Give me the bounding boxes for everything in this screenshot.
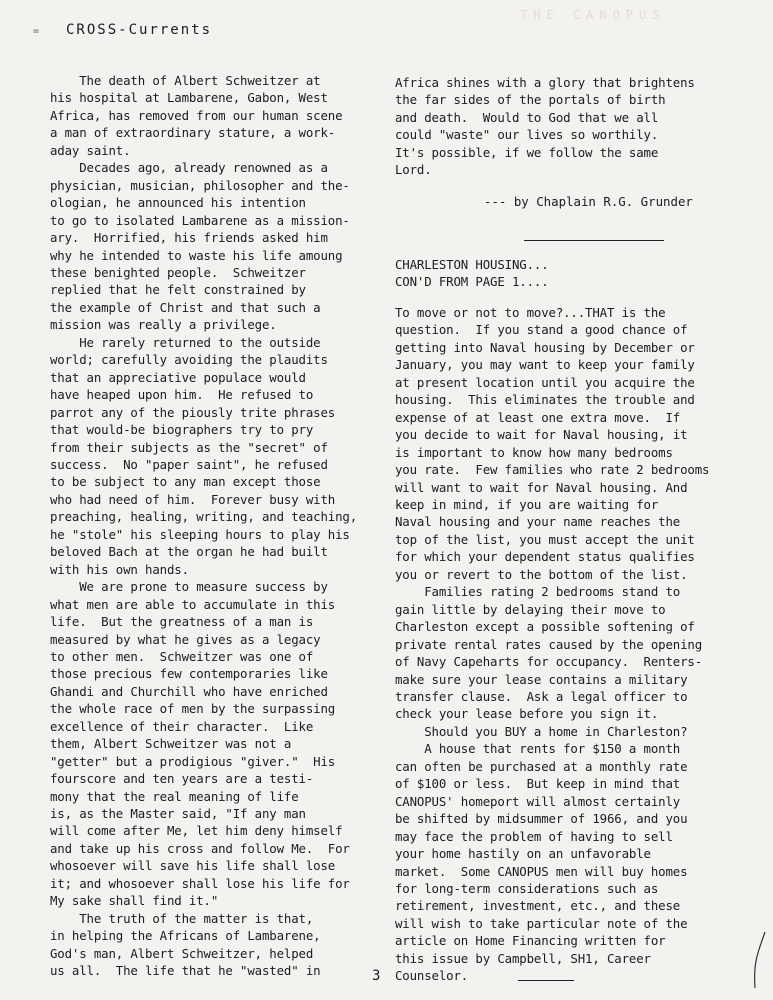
article-text-line: life. But the greatness of a man is	[50, 614, 314, 630]
article-text-line: us all. The life that he "wasted" in	[50, 963, 321, 979]
column-heading: CROSS-Currents	[66, 22, 213, 38]
article-text-line: whosoever will save his life shall lose	[50, 858, 336, 874]
article-text-line: It's possible, if we follow the same	[395, 144, 659, 160]
article-text-line: January, you may want to keep your family	[395, 357, 695, 373]
article-text-line: will want to wait for Naval housing. And	[395, 479, 688, 495]
article-text-line: to be subject to any man except those	[50, 474, 321, 490]
article-text-line: Africa shines with a glory that brightens	[395, 75, 695, 90]
housing-article-body	[395, 304, 755, 985]
article-text-line: to go to isolated Lambarene as a mission-	[50, 212, 350, 228]
article-text-line: question. If you stand a good chance of	[395, 322, 688, 338]
article-text-line: of $100 or less. But keep in mind that	[395, 776, 681, 792]
schweitzer-article-column	[50, 72, 380, 980]
article-text-line: Ghandi and Churchill who have enriched	[50, 683, 328, 699]
article-text-line: measured by what he gives as a legacy	[50, 631, 321, 647]
article-text-line: may face the problem of having to sell	[395, 828, 673, 844]
article-text-line: He rarely returned to the outside	[50, 334, 321, 350]
article-text-line: success. No "paper saint", he refused	[50, 456, 328, 472]
article-text-line: mission was really a privilege.	[50, 317, 277, 333]
article-text-line: is important to know how many bedrooms	[395, 444, 673, 460]
article-text-line: The death of Albert Schweitzer at	[50, 73, 321, 88]
article-text-line: have heaped upon him. He refused to	[50, 387, 314, 403]
article-text-line: world; carefully avoiding the plaudits	[50, 352, 328, 368]
article-text-line: mony that the real meaning of life	[50, 788, 299, 804]
article-text-line: Decades ago, already renowned as a	[50, 160, 328, 176]
article-text-line: aday saint.	[50, 142, 131, 158]
article-text-line: will wish to take particular note of the	[395, 915, 688, 931]
article-text-line: gain little by delaying their move to	[395, 601, 666, 617]
article-text-line: the far sides of the portals of birth	[395, 92, 666, 108]
article-text-line: of Navy Capeharts for occupancy. Renters-	[395, 654, 703, 670]
article-text-line: that an appreciative populace would	[50, 369, 306, 385]
article-text-line: will come after Me, let him deny himself	[50, 823, 343, 839]
article-text-line: you rate. Few families who rate 2 bedrooms	[395, 462, 710, 478]
article-text-line: and take up his cross and follow Me. For	[50, 840, 350, 856]
article-text-line: be shifted by midsummer of 1966, and you	[395, 811, 688, 827]
article-text-line: with his own hands.	[50, 561, 189, 577]
end-divider	[518, 980, 574, 981]
article-text-line: getting into Naval housing by December or	[395, 339, 695, 355]
article-text-line: those precious few contemporaries like	[50, 666, 328, 682]
article-text-line: your home hastily on an unfavorable	[395, 846, 651, 862]
housing-article-heading	[395, 256, 755, 291]
article-text-line: beloved Bach at the organ he had built	[50, 544, 328, 560]
article-text-line: from their subjects as the "secret" of	[50, 439, 328, 455]
article-text-line: Africa, has removed from our human scene	[50, 107, 343, 123]
article-text-line: in helping the Africans of Lambarene,	[50, 928, 321, 944]
article-text-line: housing. This eliminates the trouble and	[395, 392, 695, 408]
article-text-line: his hospital at Lambarene, Gabon, West	[50, 90, 328, 106]
article-text-line: My sake shall find it."	[50, 893, 219, 909]
article-text-line: the example of Christ and that such a	[50, 299, 321, 315]
article-text-line: preaching, healing, writing, and teaching,	[50, 509, 358, 525]
article-text-line: Lord.	[395, 162, 432, 178]
article-text-line: Counselor.	[395, 968, 469, 984]
article-text-line: and death. Would to God that we all	[395, 109, 659, 125]
page-corner-curl	[749, 930, 769, 990]
article-text-line: these benighted people. Schweitzer	[50, 264, 306, 280]
article-text-line: a man of extraordinary stature, a work-	[50, 125, 336, 141]
bleed-through-title: THE CANOPUS	[520, 8, 666, 22]
article-text-line: expense of at least one extra move. If	[395, 409, 681, 425]
article-text-line: To move or not to move?...THAT is the	[395, 305, 666, 320]
housing-heading-line: CON'D FROM PAGE 1....	[395, 274, 549, 290]
article-text-line: make sure your lease contains a military	[395, 671, 688, 687]
article-text-line: God's man, Albert Schweitzer, helped	[50, 945, 314, 961]
schweitzer-article-continuation	[395, 74, 755, 179]
article-text-line: he "stole" his sleeping hours to play his	[50, 526, 350, 542]
article-text-line: fourscore and ten years are a testi-	[50, 771, 314, 787]
page-number: 3	[372, 968, 381, 984]
article-text-line: Charleston except a possible softening of	[395, 619, 695, 635]
article-text-line: parrot any of the piously trite phrases	[50, 404, 336, 420]
article-text-line: A house that rents for $150 a month	[395, 741, 681, 757]
article-text-line: Naval housing and your name reaches the	[395, 514, 681, 530]
article-text-line: that would-be biographers try to pry	[50, 422, 314, 438]
article-text-line: transfer clause. Ask a legal officer to	[395, 688, 688, 704]
article-text-line: ary. Horrified, his friends asked him	[50, 230, 328, 246]
article-text-line: "getter" but a prodigious "giver." His	[50, 753, 336, 769]
article-text-line: them, Albert Schweitzer was not a	[50, 736, 292, 752]
article-text-line: Should you BUY a home in Charleston?	[395, 723, 688, 739]
article-text-line: at present location until you acquire the	[395, 374, 695, 390]
article-text-line: it; and whosoever shall lose his life for	[50, 875, 350, 891]
article-byline: --- by Chaplain R.G. Grunder	[484, 194, 693, 209]
article-text-line: top of the list, you must accept the unit	[395, 531, 695, 547]
article-text-line: replied that he felt constrained by	[50, 282, 306, 298]
article-text-line: ologian, he announced his intention	[50, 195, 306, 211]
article-text-line: can often be purchased at a monthly rate	[395, 758, 688, 774]
article-text-line: market. Some CANOPUS men will buy homes	[395, 863, 688, 879]
article-text-line: private rental rates caused by the opening	[395, 636, 703, 652]
article-text-line: what men are able to accumulate in this	[50, 596, 336, 612]
article-text-line: We are prone to measure success by	[50, 579, 328, 595]
article-text-line: this issue by Campbell, SH1, Career	[395, 950, 651, 966]
section-divider	[524, 240, 664, 241]
article-text-line: CANOPUS' homeport will almost certainly	[395, 793, 681, 809]
article-text-line: the whole race of men by the surpassing	[50, 701, 336, 717]
article-text-line: excellence of their character. Like	[50, 718, 314, 734]
article-text-line: check your lease before you sign it.	[395, 706, 659, 722]
article-text-line: could "waste" our lives so worthily.	[395, 127, 659, 143]
article-text-line: The truth of the matter is that,	[50, 910, 314, 926]
article-text-line: physician, musician, philosopher and the-	[50, 177, 350, 193]
article-text-line: you decide to wait for Naval housing, it	[395, 427, 688, 443]
article-text-line: article on Home Financing written for	[395, 933, 666, 949]
article-text-line: why he intended to waste his life amoung	[50, 247, 343, 263]
article-text-line: retirement, investment, etc., and these	[395, 898, 681, 914]
article-text-line: is, as the Master said, "If any man	[50, 806, 306, 822]
article-text-line: Families rating 2 bedrooms stand to	[395, 584, 681, 600]
article-text-line: to other men. Schweitzer was one of	[50, 648, 314, 664]
margin-mark: =	[33, 26, 40, 37]
article-text-line: keep in mind, if you are waiting for	[395, 496, 659, 512]
housing-heading-line: CHARLESTON HOUSING...	[395, 257, 549, 272]
article-text-line: who had need of him. Forever busy with	[50, 491, 336, 507]
article-text-line: for which your dependent status qualifies	[395, 549, 695, 565]
article-text-line: you or revert to the bottom of the list.	[395, 566, 688, 582]
article-text-line: for long-term considerations such as	[395, 880, 659, 896]
